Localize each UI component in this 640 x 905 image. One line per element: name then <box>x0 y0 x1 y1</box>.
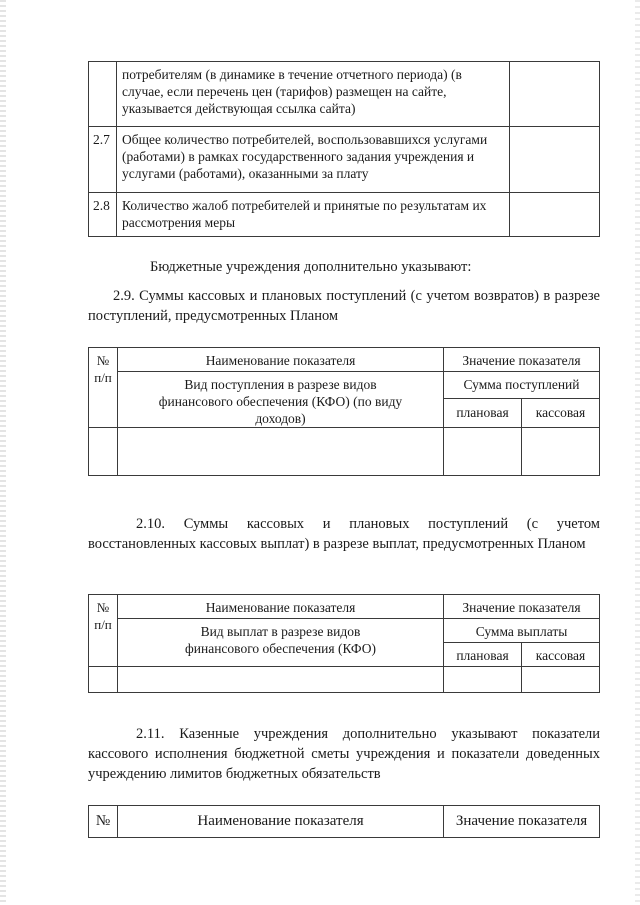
empty-cell <box>444 667 522 693</box>
col-plan-header: плановая <box>444 643 522 667</box>
row-value-cell <box>510 193 600 237</box>
table-row <box>89 193 600 237</box>
indicators-table-continued <box>88 61 600 237</box>
row-number: 2.8 <box>89 193 117 237</box>
table-header-row <box>89 595 600 619</box>
scan-edge-left <box>0 0 6 905</box>
row-number: 2.7 <box>89 127 117 193</box>
col-cash-header: кассовая <box>522 398 600 427</box>
empty-cell <box>118 667 444 693</box>
scan-edge-right <box>635 0 640 905</box>
empty-cell <box>89 428 118 476</box>
sub-value-header: Сумма выплаты <box>444 619 600 643</box>
sub-name-header: Вид поступления в разрезе видов финансового обеспечения (КФО) (по виду доходов) <box>118 372 444 428</box>
estimate-table <box>88 805 600 838</box>
col-num-header: № п/п <box>89 348 118 428</box>
col-value-header: Значение показателя <box>444 595 600 619</box>
section-2-11-text: 2.11. Казенные учреждения дополнительно указывают показатели кассового исполнения бюджетной сметы учреждения и показатели доведенных учреждению лимитов бюджетных обязательств <box>88 726 600 782</box>
col-cash-header: кассовая <box>522 643 600 667</box>
empty-cell <box>522 428 600 476</box>
table-row <box>89 428 600 476</box>
col-name-header: Наименование показателя <box>118 806 444 838</box>
table-row <box>89 127 600 193</box>
table-header-row <box>89 372 600 399</box>
col-name-header: Наименование показателя <box>118 348 444 372</box>
row-text: потребителям (в динамике в течение отчетного периода) (в случае, если перечень цен (тарифов) размещен на сайте, указывается действующая ссылка сайта) <box>117 62 510 127</box>
payments-table <box>88 594 600 693</box>
row-number <box>89 62 117 127</box>
table-row <box>89 667 600 693</box>
empty-cell <box>118 428 444 476</box>
col-value-header: Значение показателя <box>444 806 600 838</box>
section-2-10-text: 2.10. Суммы кассовых и плановых поступлений (с учетом восстановленных кассовых выплат) в разрезе выплат, предусмотренных Планом <box>88 516 600 552</box>
sub-value-header: Сумма поступлений <box>444 372 600 399</box>
col-num-header: № п/п <box>89 595 118 667</box>
empty-cell <box>89 667 118 693</box>
empty-cell <box>444 428 522 476</box>
receipts-table <box>88 347 600 476</box>
table-header-row <box>89 619 600 643</box>
col-value-header: Значение показателя <box>444 348 600 372</box>
table-row <box>89 62 600 127</box>
budget-intro-text: Бюджетные учреждения дополнительно указывают: <box>150 259 472 275</box>
table-header-row <box>89 806 600 838</box>
row-value-cell <box>510 62 600 127</box>
col-name-header: Наименование показателя <box>118 595 444 619</box>
col-plan-header: плановая <box>444 398 522 427</box>
row-text: Количество жалоб потребителей и принятые по результатам их рассмотрения меры <box>117 193 510 237</box>
table-header-row <box>89 348 600 372</box>
col-num-header: № <box>89 806 118 838</box>
sub-name-header: Вид выплат в разрезе видов финансового обеспечения (КФО) <box>118 619 444 667</box>
row-text: Общее количество потребителей, воспользовавшихся услугами (работами) в рамках государственного задания учреждения и услугами (работами), оказанными за плату <box>117 127 510 193</box>
row-value-cell <box>510 127 600 193</box>
empty-cell <box>522 667 600 693</box>
section-2-9-text: 2.9. Суммы кассовых и плановых поступлений (с учетом возвратов) в разрезе поступлений, предусмотренных Планом <box>88 288 600 324</box>
